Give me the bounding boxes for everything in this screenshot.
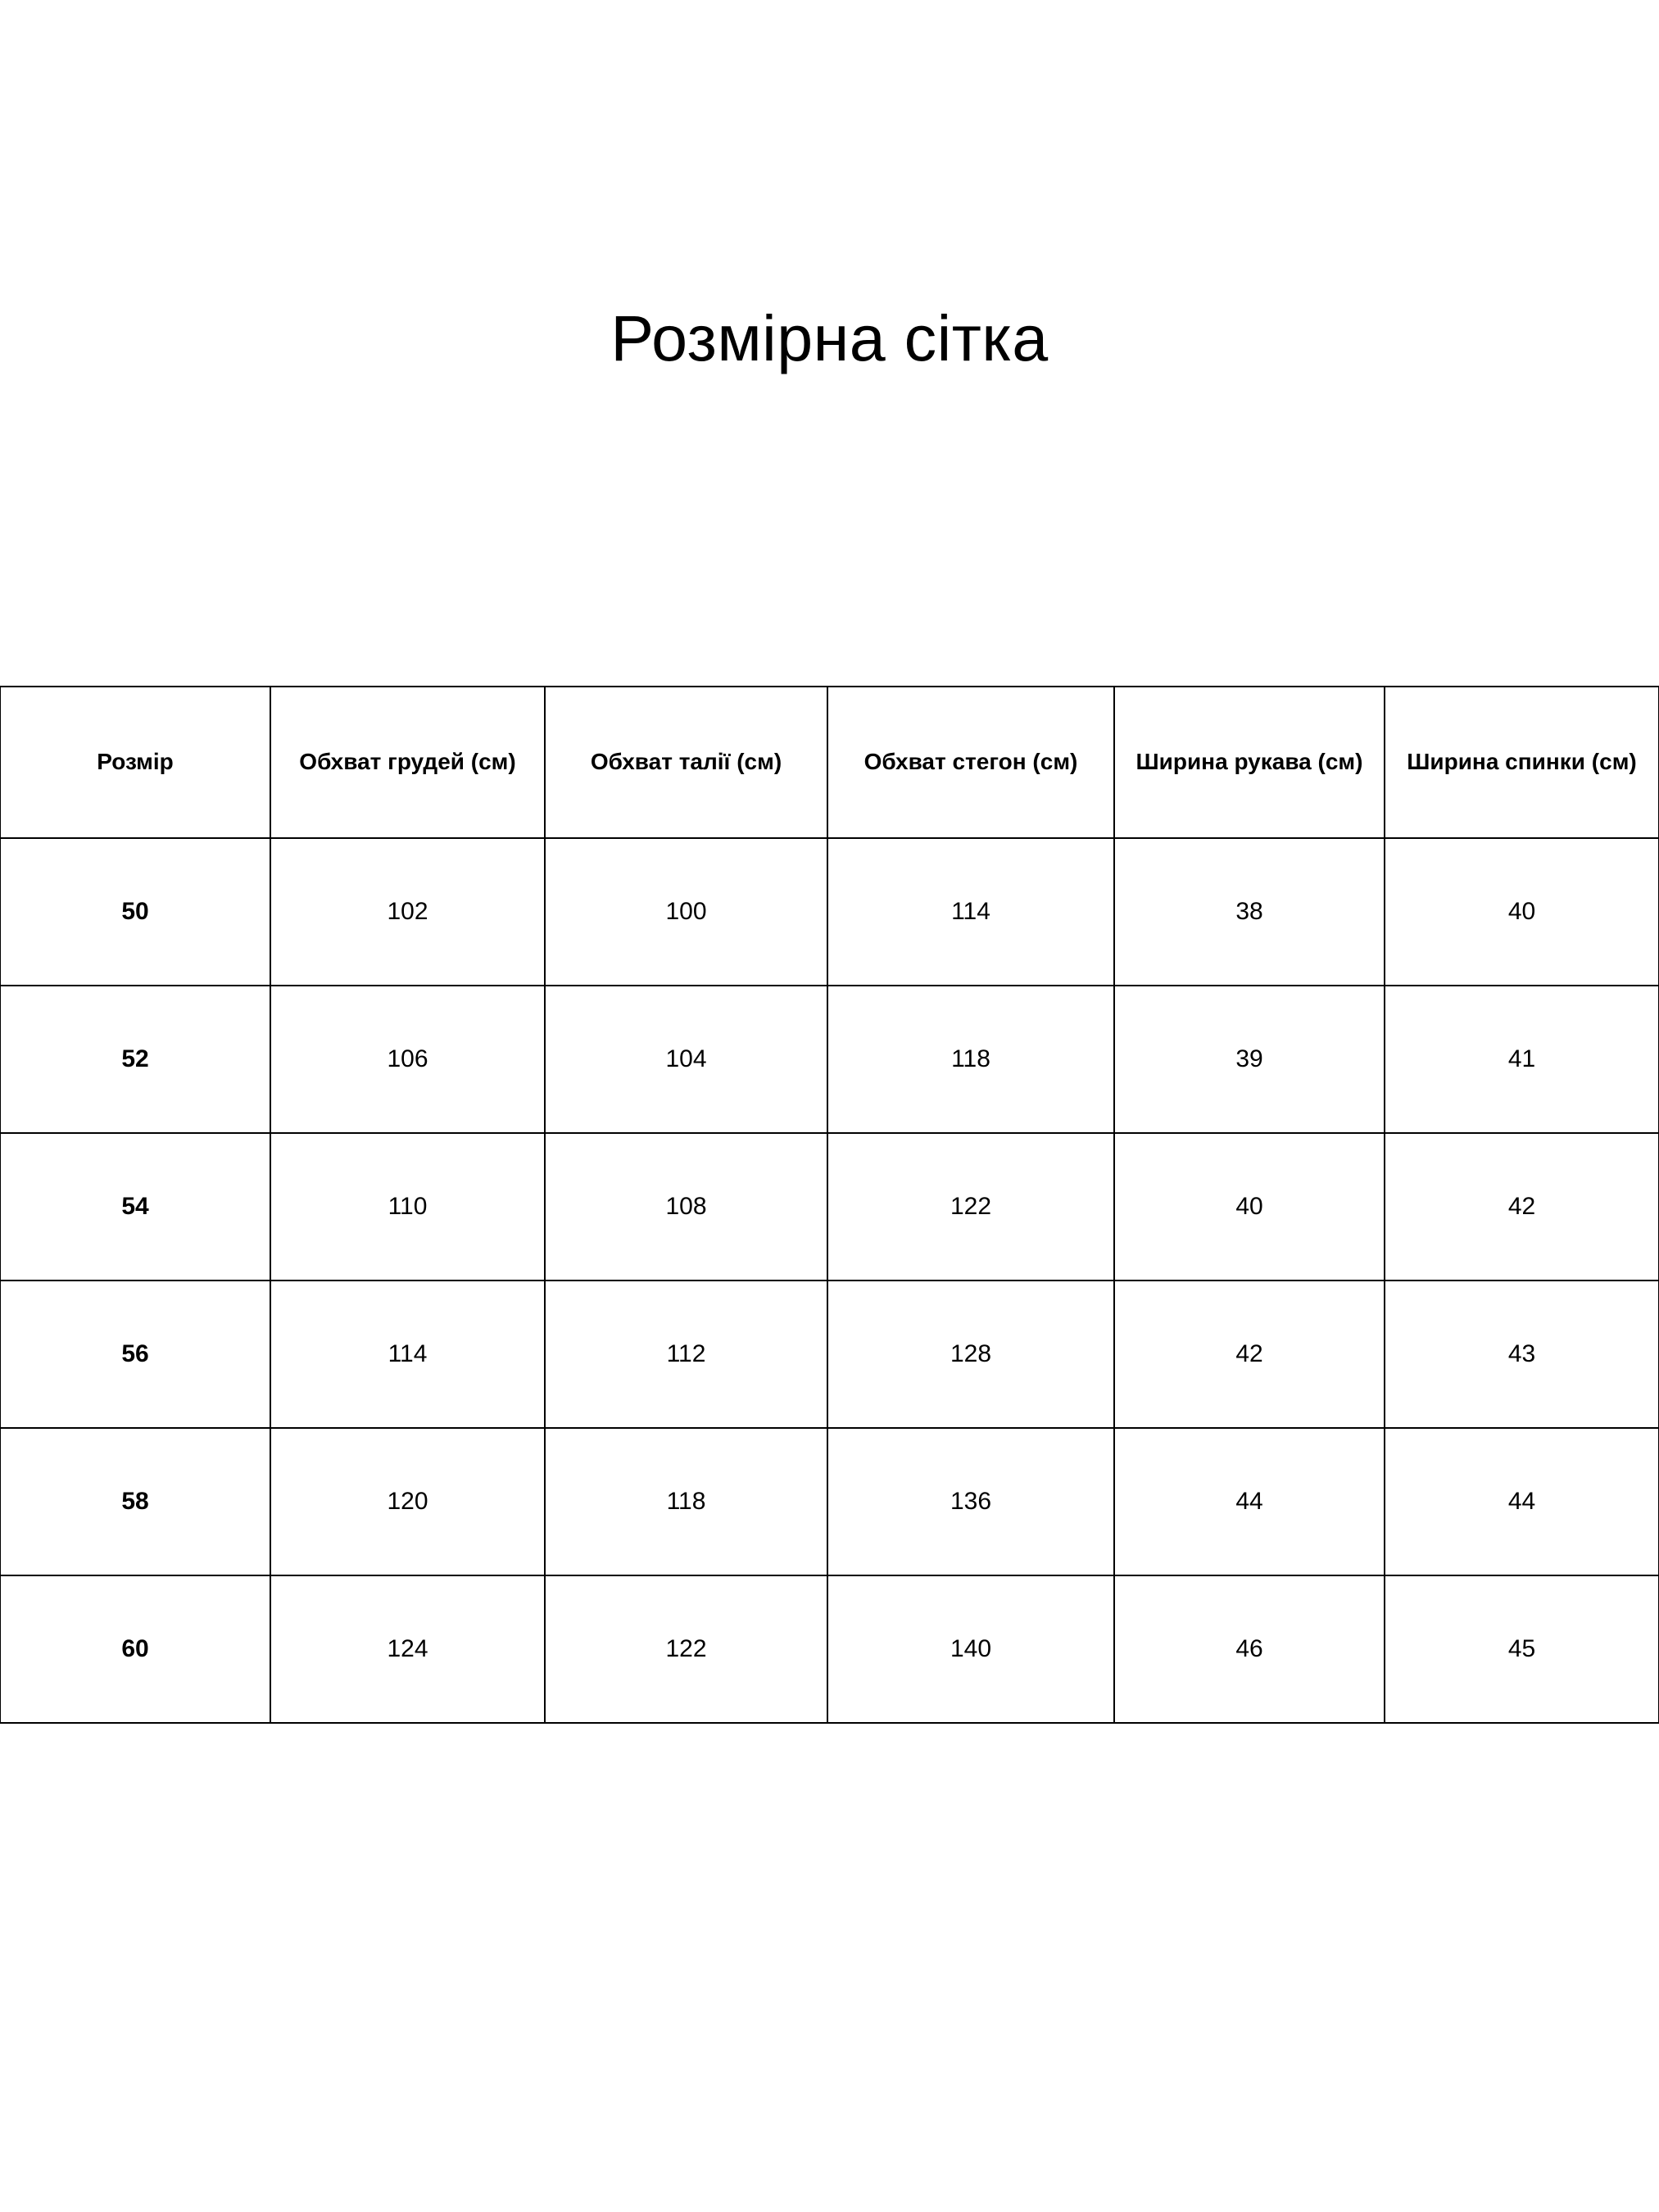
cell-size: 58 (0, 1428, 270, 1575)
cell-back-width: 44 (1385, 1428, 1659, 1575)
cell-size: 50 (0, 838, 270, 986)
size-table (0, 686, 1659, 1724)
cell-sleeve-width: 38 (1114, 838, 1385, 986)
cell-chest: 106 (270, 986, 545, 1133)
column-header-waist: Обхват талії (см) (545, 687, 827, 838)
column-header-size: Розмір (0, 687, 270, 838)
table-row (0, 1428, 1659, 1575)
cell-hips: 128 (827, 1281, 1114, 1428)
cell-size: 54 (0, 1133, 270, 1281)
cell-back-width: 45 (1385, 1575, 1659, 1723)
cell-hips: 122 (827, 1133, 1114, 1281)
cell-back-width: 41 (1385, 986, 1659, 1133)
cell-chest: 114 (270, 1281, 545, 1428)
cell-back-width: 43 (1385, 1281, 1659, 1428)
cell-back-width: 42 (1385, 1133, 1659, 1281)
cell-sleeve-width: 42 (1114, 1281, 1385, 1428)
cell-size: 60 (0, 1575, 270, 1723)
table-row (0, 1281, 1659, 1428)
column-header-chest: Обхват грудей (см) (270, 687, 545, 838)
cell-waist: 122 (545, 1575, 827, 1723)
cell-size: 52 (0, 986, 270, 1133)
cell-waist: 100 (545, 838, 827, 986)
cell-chest: 120 (270, 1428, 545, 1575)
cell-hips: 140 (827, 1575, 1114, 1723)
cell-hips: 136 (827, 1428, 1114, 1575)
cell-sleeve-width: 40 (1114, 1133, 1385, 1281)
cell-back-width: 40 (1385, 838, 1659, 986)
cell-sleeve-width: 39 (1114, 986, 1385, 1133)
column-header-hips: Обхват стегон (см) (827, 687, 1114, 838)
cell-waist: 118 (545, 1428, 827, 1575)
size-table-container (0, 686, 1659, 1724)
table-header (0, 687, 1659, 838)
table-row (0, 838, 1659, 986)
page-title: Розмірна сітка (610, 301, 1049, 374)
table-header-row (0, 687, 1659, 838)
cell-waist: 108 (545, 1133, 827, 1281)
cell-hips: 118 (827, 986, 1114, 1133)
table-row (0, 1575, 1659, 1723)
column-header-sleeve-width: Ширина рукава (см) (1114, 687, 1385, 838)
column-header-back-width: Ширина спинки (см) (1385, 687, 1659, 838)
cell-chest: 124 (270, 1575, 545, 1723)
table-row (0, 1133, 1659, 1281)
cell-waist: 104 (545, 986, 827, 1133)
cell-sleeve-width: 44 (1114, 1428, 1385, 1575)
cell-sleeve-width: 46 (1114, 1575, 1385, 1723)
table-row (0, 986, 1659, 1133)
cell-waist: 112 (545, 1281, 827, 1428)
cell-size: 56 (0, 1281, 270, 1428)
cell-chest: 110 (270, 1133, 545, 1281)
cell-chest: 102 (270, 838, 545, 986)
cell-hips: 114 (827, 838, 1114, 986)
table-body (0, 838, 1659, 1723)
